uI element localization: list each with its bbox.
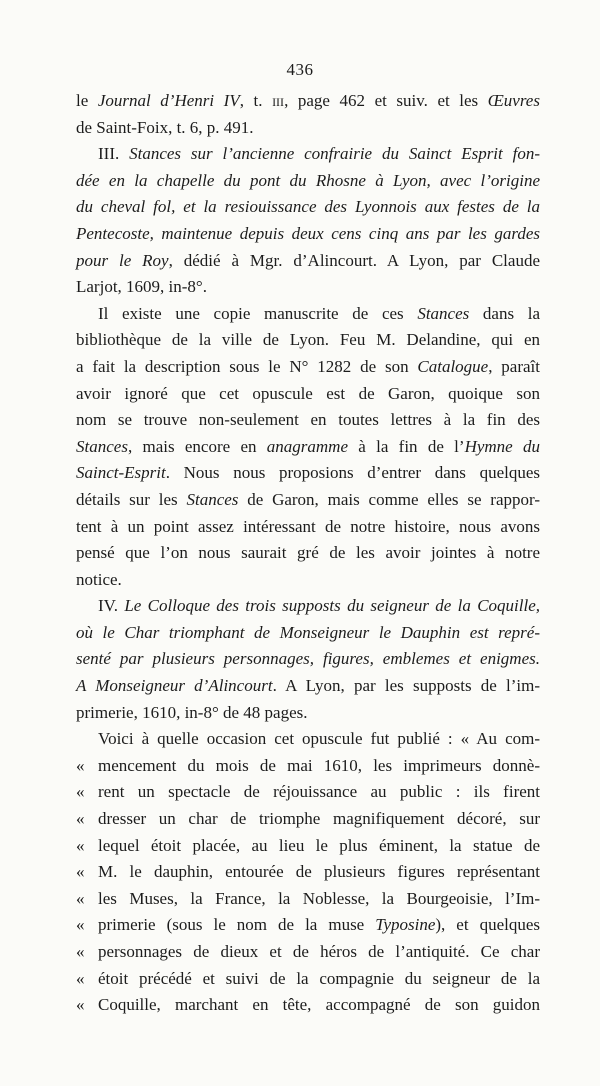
text-line: « rent un spectacle de réjouissance au public : ils firent	[76, 779, 540, 806]
text-line: « M. le dauphin, entourée de plusieurs figures représentant	[76, 859, 540, 886]
quote-mark: «	[76, 915, 85, 935]
quote-mark: «	[76, 835, 85, 855]
text-line: « étoit précédé et suivi de la compagnie du seigneur de la	[76, 966, 540, 993]
text-line: de Saint-Foix, t. 6, p. 491.	[76, 117, 254, 137]
body-text	[76, 88, 540, 1019]
page-number: 436	[286, 60, 314, 79]
quote-mark: «	[76, 942, 85, 961]
text-line: du cheval fol, et la resiouissance des Lyonnois aux festes de la	[76, 197, 540, 217]
text-line: Il existe une copie manuscrite de ces Stances dans la	[98, 303, 541, 323]
text-line: détails sur les Stances de Garon, mais comme elles se rappor-	[76, 489, 540, 509]
text-line: dée en la chapelle du pont du Rhosne à Lyon, avec l’origine	[76, 170, 540, 190]
text-line: Voici à quelle occasion cet opuscule fut publié : « Au com-	[98, 729, 540, 749]
quote-mark: «	[76, 862, 85, 882]
text-line: primerie, 1610, in-8° de 48 pages.	[76, 702, 308, 722]
text-line: pour le Roy, dédié à Mgr. d’Alincourt. A Lyon, par Claude	[76, 250, 540, 270]
text-line: le Journal d’Henri IV, t. iii, page 462 et suiv. et les Œuvres	[76, 91, 540, 110]
quote-mark: «	[76, 968, 85, 988]
text-line: avoir ignoré que cet opuscule est de Garon, quoique son	[76, 383, 540, 403]
text-line: a fait la description sous le N° 1282 de son Catalogue, paraît	[76, 356, 540, 376]
text-line: « dresser un char de triomphe magnifiquement décoré, sur	[76, 806, 540, 833]
text-line: « primerie (sous le nom de la muse Typosine), et quelques	[76, 912, 540, 939]
text-line: où le Char triomphant de Monseigneur le Dauphin est repré-	[76, 622, 540, 642]
text-line: « les Muses, la France, la Noblesse, la Bourgeoisie, l’Im-	[76, 886, 540, 913]
text-line: Stances, mais encore en anagramme à la fin de l’Hymne du	[76, 436, 540, 456]
text-line: Sainct-Esprit. Nous nous proposions d’entrer dans quelques	[76, 463, 540, 483]
text-line: « Coquille, marchant en tête, accompagné de son guidon	[76, 992, 540, 1019]
text-line: « lequel étoit placée, au lieu le plus éminent, la statue de	[76, 833, 540, 860]
text-line: Larjot, 1609, in-8°.	[76, 277, 207, 297]
text-line: notice.	[76, 569, 122, 589]
text-line: Pentecoste, maintenue depuis deux cens cinq ans par les gardes	[76, 223, 540, 243]
text-line: tent à un point assez intéressant de notre histoire, nous avons	[76, 516, 540, 536]
text-line: senté par plusieurs personnages, figures, emblemes et enigmes.	[76, 649, 540, 669]
quote-mark: «	[76, 995, 85, 1015]
quote-mark: «	[76, 755, 85, 775]
quote-mark: «	[76, 782, 85, 802]
text-line: pensé que l’on nous saurait gré de les avoir jointes à notre	[76, 543, 540, 563]
quote-mark: «	[76, 809, 85, 829]
text-line: III. Stances sur l’ancienne confrairie du Sainct Esprit fon-	[98, 144, 541, 164]
text-line: bibliothèque de la ville de Lyon. Feu M. Delandine, qui en	[76, 330, 540, 350]
text-line: « personnages de dieux et de héros de l’antiquité. Ce char	[76, 939, 540, 966]
text-line: IV. Le Colloque des trois supposts du seigneur de la Coquille,	[98, 596, 540, 616]
quote-mark: «	[76, 888, 85, 908]
text-line: A Monseigneur d’Alincourt. A Lyon, par les supposts de l’im-	[76, 676, 540, 696]
text-line: nom se trouve non-seulement en toutes lettres à la fin des	[76, 410, 540, 430]
text-line: « mencement du mois de mai 1610, les imprimeurs donnè-	[76, 753, 540, 780]
